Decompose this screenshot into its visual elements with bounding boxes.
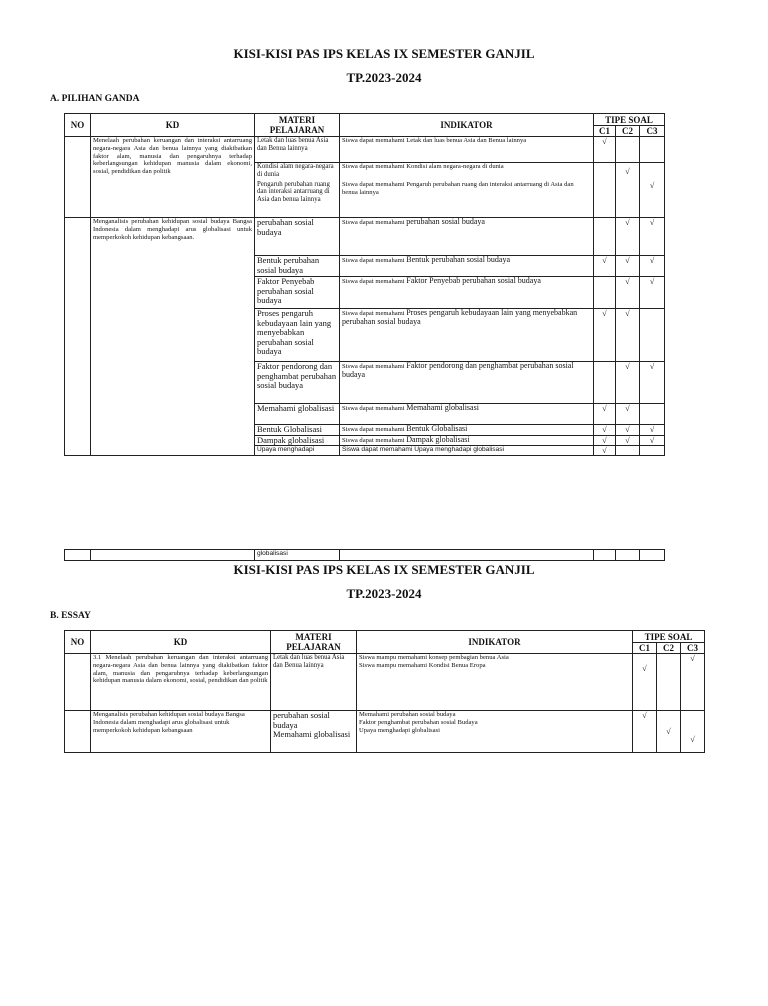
c1-cell: √ (594, 404, 616, 425)
c1-cell: √ (594, 309, 616, 362)
pilihan-ganda-table (64, 113, 665, 456)
c2-cell: √ (616, 256, 640, 277)
c3-cell (640, 446, 665, 456)
indikator-cell: Siswa dapat memahami Kondisi alam negara-negara di dunia (340, 163, 594, 181)
c3-cell: √ (681, 654, 705, 711)
row-no (65, 711, 91, 753)
c2-cell: √ (616, 309, 640, 362)
materi-line: perubahan sosial budaya (273, 710, 330, 730)
header-materi: MATERI PELAJARAN (271, 631, 357, 654)
header-c2: C2 (616, 126, 640, 137)
c1-cell: √ (594, 137, 616, 163)
c1-cell (594, 277, 616, 309)
indikator-cell: Siswa dapat memahami Upaya menghadapi globalisasi (340, 446, 594, 456)
materi-cell: Kondisi alam negara-negara di dunia (255, 163, 340, 181)
materi-cell: globalisasi (255, 550, 340, 561)
indikator-cell (357, 711, 633, 753)
c3-cell: √ (681, 711, 705, 753)
c3-cell: √ (640, 425, 665, 436)
indikator-cell: Siswa dapat memahami perubahan sosial budaya (340, 218, 594, 256)
header-kd: KD (91, 114, 255, 137)
materi-line: Memahami globalisasi (273, 729, 351, 739)
c3-cell (640, 309, 665, 362)
header-materi: MATERI PELAJARAN (255, 114, 340, 137)
header-tipe-soal: TIPE SOAL (633, 631, 705, 643)
c2-cell (616, 181, 640, 218)
c1-cell: √ (594, 435, 616, 446)
materi-cell: Memahami globalisasi (255, 404, 340, 425)
c2-cell (616, 446, 640, 456)
indikator-line: Upaya menghadapi globalisasi (359, 727, 440, 734)
c1-cell: √ (594, 446, 616, 456)
indikator-cell: Siswa dapat memahami Bentuk perubahan sosial budaya (340, 256, 594, 277)
c1-cell (594, 362, 616, 404)
c2-cell: √ (657, 711, 681, 753)
materi-cell: Bentuk Globalisasi (255, 425, 340, 436)
materi-cell: Faktor pendorong dan penghambat perubahan sosial budaya (255, 362, 340, 404)
c3-cell (640, 404, 665, 425)
c2-cell: √ (616, 277, 640, 309)
materi-cell: perubahan sosial budaya (255, 218, 340, 256)
materi-cell: Faktor Penyebab perubahan sosial budaya (255, 277, 340, 309)
materi-cell: Pengaruh perubahan ruang dan interaksi antarruang di Asia dan benua lainnya (255, 181, 340, 218)
materi-cell: Proses pengaruh kebudayaan lain yang menyebabkan perubahan sosial budaya (255, 309, 340, 362)
c2-cell: √ (616, 435, 640, 446)
header-tipe-soal: TIPE SOAL (594, 114, 665, 126)
c1-cell: √ (594, 256, 616, 277)
materi-cell: Dampak globalisasi (255, 435, 340, 446)
indikator-line: Siswa mampu memahami Kondisi Benua Eropa (359, 662, 486, 669)
c3-cell: √ (640, 362, 665, 404)
header-no: NO (65, 631, 91, 654)
c3-cell (640, 137, 665, 163)
c1-cell: √ (633, 654, 657, 711)
c2-cell (657, 654, 681, 711)
indikator-cell: Siswa dapat memahami Pengaruh perubahan ruang dan interaksi antarruang di Asia dan benua lainnya (340, 181, 594, 218)
kd-cell: Menganalisis perubahan kehidupan sosial budaya Bangsa Indonesia dalam menghadapi arus globalisasi untuk memperkokoh kehidupan kebangsaan (91, 711, 271, 753)
c1-cell (594, 218, 616, 256)
section-pilihan-ganda: A. PILIHAN GANDA (50, 94, 140, 104)
c3-cell: √ (640, 218, 665, 256)
indikator-cell: Siswa dapat memahami Letak dan luas benua Asia dan Benua lainnya (340, 137, 594, 163)
c3-cell: √ (640, 435, 665, 446)
c1-cell (594, 181, 616, 218)
header-c2: C2 (657, 643, 681, 654)
page-title: KISI-KISI PAS IPS KELAS IX SEMESTER GANJIL (233, 46, 535, 61)
page-title: KISI-KISI PAS IPS KELAS IX SEMESTER GANJIL (233, 562, 535, 577)
page-subtitle: TP.2023-2024 (346, 70, 422, 85)
kd-cell: 3.1 Menelaah perubahan keruangan dan interaksi antarruang negara-negara Asia dan benua lainnya yang diakibatkan faktor alam, manusia dan pengaruhnya terhadap keberlangsungan kehidupan manusia dalam ekonomi, sosial, pendidikan dan politik (91, 654, 271, 711)
materi-cell: Letak dan luas benua Asia dan Benua lainnya (271, 654, 357, 711)
c3-cell: √ (640, 256, 665, 277)
section-essay: B. ESSAY (50, 611, 91, 621)
c2-cell: √ (616, 218, 640, 256)
materi-cell: Upaya menghadapi (255, 446, 340, 456)
header-c1: C1 (594, 126, 616, 137)
row-no (65, 137, 91, 218)
continuation-table (64, 549, 665, 561)
page-subtitle: TP.2023-2024 (346, 586, 422, 601)
c1-cell (594, 163, 616, 181)
c1-cell: √ (633, 711, 657, 753)
materi-cell (271, 711, 357, 753)
kd-cell: Menganalisis perubahan kehidupan sosial budaya Bangsa Indonesia dalam menghadapi arus globalisasi untuk memperkokoh kehidupan kebangsaan. (91, 218, 255, 456)
c2-cell (616, 137, 640, 163)
indikator-cell: Siswa dapat memahami Faktor Penyebab perubahan sosial budaya (340, 277, 594, 309)
header-kd: KD (91, 631, 271, 654)
header-c3: C3 (640, 126, 665, 137)
c2-cell: √ (616, 425, 640, 436)
indikator-cell: Siswa dapat memahami Memahami globalisasi (340, 404, 594, 425)
indikator-line: Siswa mampu memahami konsep pembagian benua Asia (359, 654, 509, 661)
materi-cell: Letak dan luas benua Asia dan Benua lainnya (255, 137, 340, 163)
c2-cell: √ (616, 404, 640, 425)
indikator-cell: Siswa dapat memahami Dampak globalisasi (340, 435, 594, 446)
indikator-cell: Siswa dapat memahami Bentuk Globalisasi (340, 425, 594, 436)
indikator-cell: Siswa dapat memahami Proses pengaruh kebudayaan lain yang menyebabkan perubahan sosial budaya (340, 309, 594, 362)
header-indikator: INDIKATOR (340, 114, 594, 137)
header-no: NO (65, 114, 91, 137)
header-c3: C3 (681, 643, 705, 654)
c3-cell (640, 163, 665, 181)
c2-cell: √ (616, 163, 640, 181)
essay-table (64, 630, 705, 753)
row-no (65, 218, 91, 456)
row-no (65, 654, 91, 711)
materi-cell: Bentuk perubahan sosial budaya (255, 256, 340, 277)
indikator-cell (357, 654, 633, 711)
c2-cell: √ (616, 362, 640, 404)
header-indikator: INDIKATOR (357, 631, 633, 654)
c1-cell: √ (594, 425, 616, 436)
indikator-line: Faktor penghambat perubahan sosial Budaya (359, 719, 478, 726)
c3-cell: √ (640, 181, 665, 218)
indikator-cell: Siswa dapat memahami Faktor pendorong dan penghambat perubahan sosial budaya (340, 362, 594, 404)
indikator-line: Memahami perubahan sosial budaya (359, 711, 456, 718)
header-c1: C1 (633, 643, 657, 654)
c3-cell: √ (640, 277, 665, 309)
kd-cell: Menelaah perubahan keruangan dan interaksi antarruang negara-negara Asia dan benua lainnya yang diakibatkan faktor alam, manusia dan pengaruhnya terhadap keberlangsungan kehidupan manusia dalam ekonomi, sosial, pendidikan dan politik (91, 137, 255, 218)
